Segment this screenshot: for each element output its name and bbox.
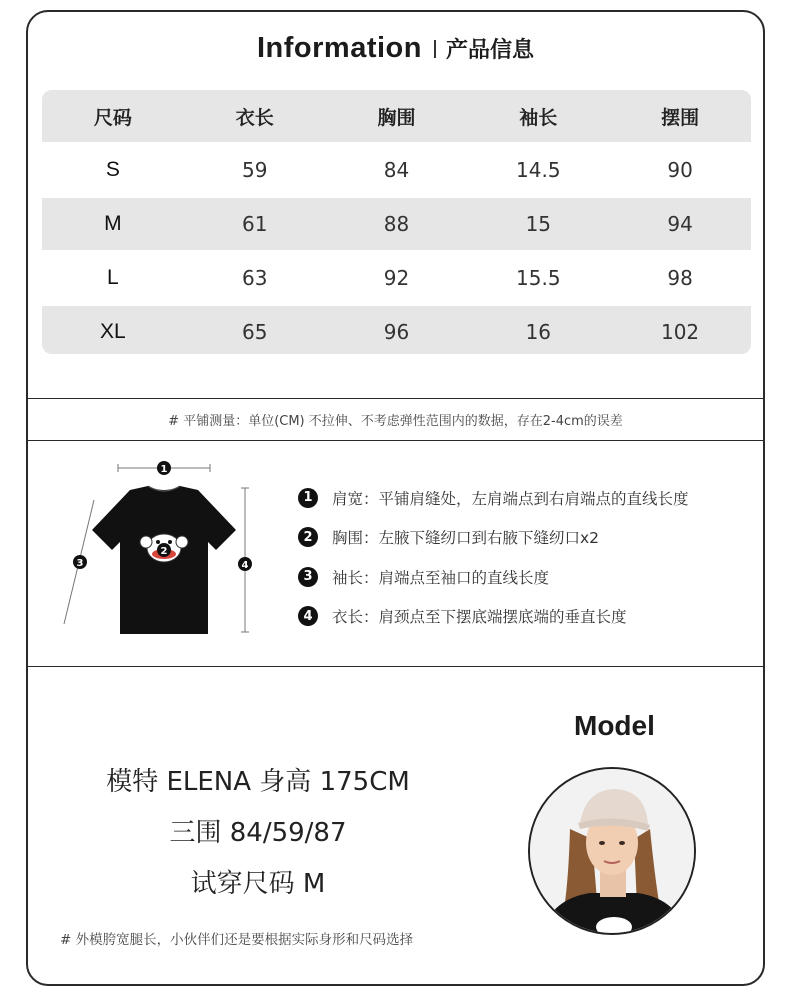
divider <box>28 666 763 667</box>
list-item <box>298 557 758 597</box>
table-cell: 90 <box>667 158 693 182</box>
legend-number: 3 <box>298 567 318 587</box>
header-size: 尺码 <box>93 106 132 129</box>
tshirt-diagram <box>58 458 258 638</box>
divider <box>28 398 763 399</box>
section-title <box>28 32 763 65</box>
model-portrait <box>530 769 696 935</box>
table-row <box>42 250 751 306</box>
table-cell: L <box>107 266 119 289</box>
table-cell: 14.5 <box>516 158 561 182</box>
list-item <box>298 518 758 558</box>
table-cell: M <box>104 212 122 235</box>
legend-text: 袖长：肩端点至袖口的直线长度 <box>332 568 550 587</box>
table-cell: 65 <box>241 320 268 344</box>
table-cell: 15 <box>525 212 552 236</box>
info-card <box>26 10 765 986</box>
table-cell: 88 <box>383 212 410 236</box>
header-sleeve: 袖长 <box>519 106 558 129</box>
title-divider <box>434 40 436 58</box>
measure-note: # 平铺测量：单位(CM) 不拉伸、不考虑弹性范围内的数据，存在2-4cm的误差 <box>168 414 623 429</box>
list-item <box>298 478 758 518</box>
table-cell: 61 <box>241 212 268 236</box>
diagram-marker-2: 2 <box>160 546 168 557</box>
divider <box>28 440 763 441</box>
title-english: Information <box>256 32 422 64</box>
table-cell: 59 <box>241 158 268 182</box>
table-cell: S <box>105 158 120 181</box>
table-cell: 16 <box>525 320 552 344</box>
title-chinese: 产品信息 <box>445 38 534 63</box>
diagram-marker-1: 1 <box>160 464 168 475</box>
header-length: 衣长 <box>235 106 274 129</box>
legend-text: 衣长：肩颈点至下摆底端摆底端的垂直长度 <box>332 608 627 627</box>
table-cell: 98 <box>667 266 693 290</box>
table-cell: 96 <box>383 320 410 344</box>
table-cell: 15.5 <box>516 266 561 290</box>
table-row <box>42 198 751 250</box>
legend-number: 1 <box>298 488 318 508</box>
model-name-height: 模特 ELENA 身高 175CM <box>106 767 410 797</box>
model-note: # 外模胯宽腿长，小伙伴们还是要根据实际身形和尺码选择 <box>60 932 414 948</box>
table-cell: 92 <box>383 266 410 290</box>
diagram-marker-4: 4 <box>241 560 249 571</box>
legend-text: 肩宽：平铺肩缝处，左肩端点到右肩端点的直线长度 <box>332 489 689 508</box>
diagram-marker-3: 3 <box>76 558 84 569</box>
legend-text: 胸围：左腋下缝纫口到右腋下缝纫口x2 <box>332 529 600 548</box>
model-heading: Model <box>574 710 655 741</box>
header-hem: 摆围 <box>661 106 700 129</box>
table-cell: 84 <box>383 158 410 182</box>
table-cell: XL <box>100 320 126 343</box>
measure-legend <box>298 478 758 636</box>
table-header-row <box>42 90 751 142</box>
table-row <box>42 306 751 354</box>
model-avatar <box>528 767 696 935</box>
legend-number: 4 <box>298 606 318 626</box>
legend-number: 2 <box>298 527 318 547</box>
model-info <box>58 757 458 910</box>
header-chest: 胸围 <box>377 106 416 129</box>
table-row <box>42 142 751 198</box>
table-cell: 94 <box>667 212 693 236</box>
table-cell: 102 <box>660 320 700 344</box>
model-measurements: 三围 84/59/87 <box>169 818 347 848</box>
size-table <box>42 90 751 354</box>
tshirt-illustration <box>58 458 258 638</box>
list-item <box>298 597 758 637</box>
model-try-size: 试穿尺码 M <box>190 869 326 899</box>
table-cell: 63 <box>241 266 268 290</box>
